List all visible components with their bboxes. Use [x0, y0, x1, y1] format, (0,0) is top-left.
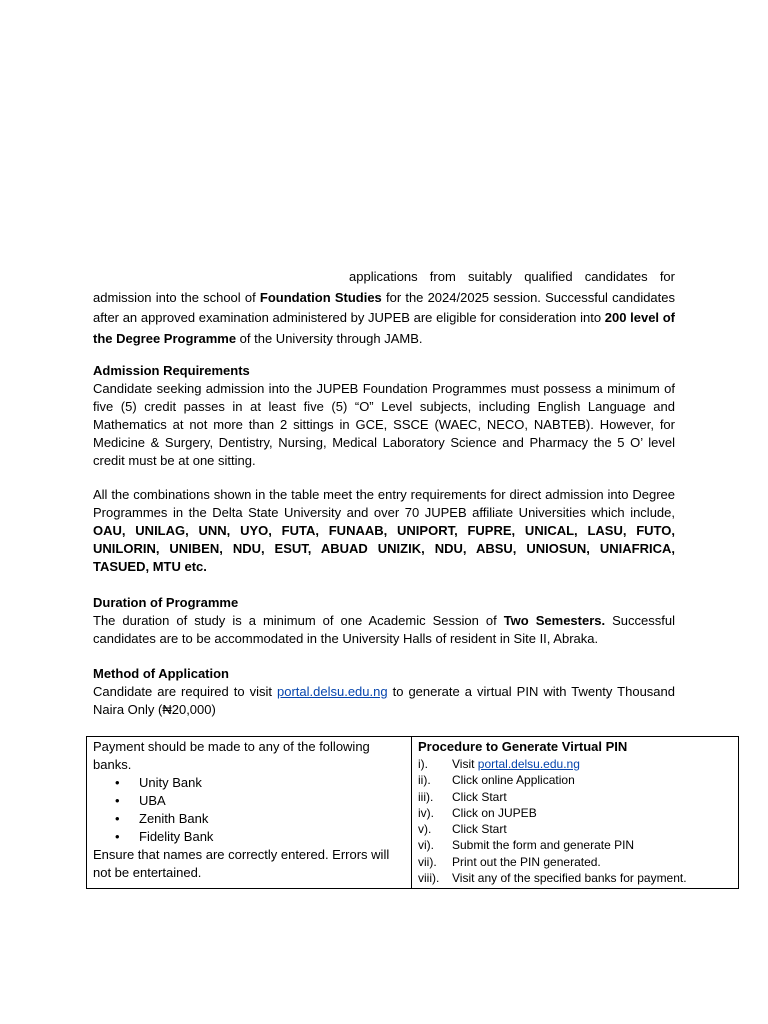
step-number: v). — [418, 822, 432, 837]
step-number: viii). — [418, 871, 440, 886]
duration-bold: Two Semesters. — [503, 613, 606, 628]
duration-heading: Duration of Programme — [93, 595, 239, 610]
step-portal-link[interactable]: portal.delsu.edu.ng — [477, 757, 580, 771]
bank-item: • Zenith Bank — [139, 810, 405, 828]
step-text: Click online Application — [452, 773, 575, 788]
intro-text-3: of the University through JAMB. — [236, 330, 423, 346]
procedure-step — [418, 837, 732, 853]
method-section — [93, 665, 675, 719]
payment-intro: Payment should be made to any of the following banks. — [93, 739, 370, 772]
method-text-2: to generate a virtual PIN with Twenty Thousand Naira Only (₦20,000) — [93, 684, 675, 717]
duration-text-1: The duration of study is a minimum of one Academic Session of — [93, 613, 504, 628]
admission-body: Candidate seeking admission into the JUPEB Foundation Programmes must possess a minimum of five (5) credit passes in at least five (5) “O” Level subjects, including English Language and Mathematics at not more than 2 sittings in GCE, SSCE (WAEC, NECO, NABTEB). However, for Medicine & Surgery, Dentistry, Nursing, Medical Laboratory Science and Pharmacy the 5 O’ level credit must be at one sitting. — [93, 381, 675, 468]
admission-heading: Admission Requirements — [93, 363, 250, 378]
step-text: Visit any of the specified banks for payment. — [452, 871, 687, 886]
intro-paragraph — [93, 267, 675, 349]
combinations-paragraph — [93, 486, 675, 576]
procedure-step — [418, 789, 732, 805]
payment-table — [86, 736, 739, 889]
step-number: i). — [418, 757, 428, 771]
universities-list: OAU, UNILAG, UNN, UYO, FUTA, FUNAAB, UNIPORT, FUPRE, UNICAL, LASU, FUTO, UNILORIN, UNIBEN, NDU, ESUT, ABUAD UNIZIK, NDU, ABSU, UNIOSUN, UNIAFRICA, TASUED, MTU etc. — [93, 523, 675, 574]
bank-item: • Fidelity Bank — [139, 828, 405, 846]
intro-bold-foundation: Foundation Studies — [259, 289, 382, 305]
intro-text-2: for the 2024/2025 session. Successful candidates after an approved examination administered by JUPEB are eligible for consideration into — [93, 289, 676, 325]
bank-list — [93, 774, 405, 846]
procedure-step — [418, 756, 732, 772]
payment-cell — [87, 737, 412, 889]
step-text: Click Start — [452, 822, 507, 837]
procedure-step — [418, 821, 732, 837]
procedure-heading: Procedure to Generate Virtual PIN — [418, 739, 628, 754]
procedure-step — [418, 772, 732, 788]
bank-item: • UBA — [139, 792, 405, 810]
procedure-step — [418, 854, 732, 870]
step-text: Visit — [452, 757, 478, 771]
step-number: ii). — [418, 773, 431, 788]
step-text: Click on JUPEB — [452, 805, 537, 820]
step-number: vi). — [418, 838, 434, 853]
procedure-step — [418, 805, 732, 821]
bank-item: • Unity Bank — [139, 774, 405, 792]
duration-section — [93, 594, 675, 648]
step-text: Submit the form and generate PIN — [452, 838, 635, 853]
procedure-steps — [418, 756, 732, 886]
step-number: iv). — [418, 805, 434, 820]
method-text-1: Candidate are required to visit — [93, 684, 277, 699]
procedure-step — [418, 870, 732, 886]
intro-text-1: applications from suitably qualified candidates for admission into the school of — [93, 269, 675, 305]
step-number: vii). — [418, 854, 437, 869]
method-heading: Method of Application — [93, 666, 229, 681]
combinations-text: All the combinations shown in the table meet the entry requirements for direct admission into Degree Programmes in the Delta State University and over 70 JUPEB affiliate Universities which include, — [93, 487, 675, 520]
procedure-cell — [412, 737, 739, 889]
payment-note: Ensure that names are correctly entered. Errors will not be entertained. — [93, 847, 390, 880]
step-text: Click Start — [452, 789, 507, 804]
intro-bold-degree: 200 level of the Degree Programme — [93, 310, 675, 346]
admission-section — [93, 362, 675, 470]
portal-link[interactable]: portal.delsu.edu.ng — [277, 684, 388, 699]
step-number: iii). — [418, 789, 434, 804]
duration-text-2: Successful candidates are to be accommodated in the University Halls of resident in Site II, Abraka. — [93, 613, 675, 646]
step-text: Print out the PIN generated. — [452, 854, 601, 869]
